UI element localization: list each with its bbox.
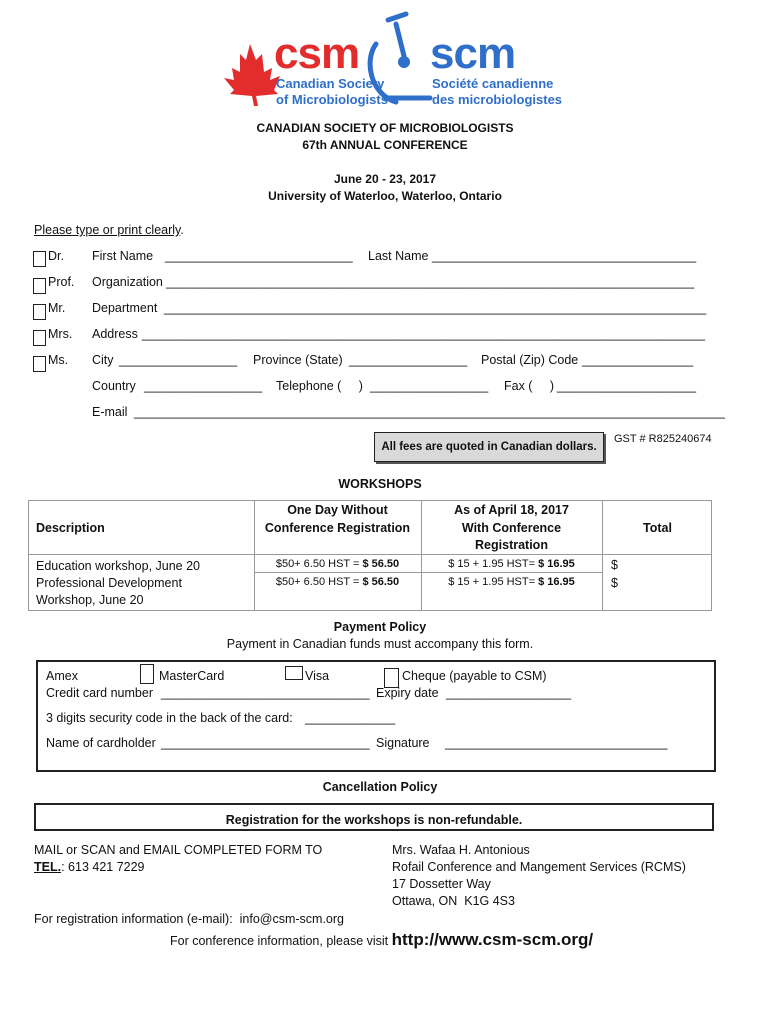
- row-2-total-b: $ 16.95: [538, 576, 575, 588]
- col-header-asof-1: As of April 18, 2017: [454, 503, 569, 517]
- province-field[interactable]: _________________: [349, 353, 468, 367]
- last-name-label: Last Name: [368, 249, 429, 263]
- organization-label: Organization: [92, 275, 163, 289]
- cancellation-box: [34, 803, 714, 831]
- col-header-asof-2: With Conference: [461, 521, 562, 535]
- card-number-label: Credit card number: [46, 686, 153, 700]
- payment-title: Payment Policy: [333, 620, 427, 634]
- title-label-dr: Dr.: [48, 249, 64, 263]
- cancellation-title: Cancellation Policy: [322, 780, 438, 794]
- cheque-label: Cheque (payable to CSM): [402, 669, 547, 683]
- department-label: Department: [92, 301, 158, 315]
- scm-logotype: scm: [430, 29, 516, 78]
- signature-label: Signature: [376, 736, 430, 750]
- instruction-text: Please type or print clearly: [34, 223, 181, 237]
- conference-name: 67th ANNUAL CONFERENCE: [302, 138, 468, 152]
- payment-subtitle: Payment in Canadian funds must accompany this form.: [226, 637, 534, 651]
- tel-label: TEL.: [34, 860, 62, 874]
- col-header-description: Description: [36, 521, 105, 535]
- address-label: Address: [92, 327, 138, 341]
- logo-english-line1: Canadian Society: [276, 76, 385, 91]
- security-code-field[interactable]: _____________: [305, 711, 396, 725]
- cardholder-field[interactable]: ______________________________: [161, 736, 370, 750]
- email-field[interactable]: _____________________________________________________________________________________: [134, 405, 725, 419]
- contact-street: 17 Dossetter Way: [392, 877, 491, 891]
- security-code-label: 3 digits security code in the back of the card:: [46, 711, 293, 725]
- title-checkbox-ms[interactable]: [33, 356, 46, 372]
- first-name-field[interactable]: ___________________________: [165, 249, 353, 263]
- workshop-row-2-price-a: [254, 574, 421, 591]
- title-label-mrs: Mrs.: [48, 327, 73, 341]
- logo-french-line2: des microbiologistes: [432, 92, 563, 107]
- workshop-row-1-price-b: [421, 556, 602, 573]
- contact-city: Ottawa, ON K1G 4S3: [392, 894, 515, 908]
- conference-venue: University of Waterloo, Waterloo, Ontario: [268, 189, 502, 203]
- col-header-one-day-1: One Day Without: [287, 503, 388, 517]
- postal-code-field[interactable]: ________________: [582, 353, 694, 367]
- logo-english-line2: of Microbiologists: [276, 92, 388, 107]
- row-2-total-a: $ 56.50: [362, 576, 400, 588]
- title-checkbox-dr[interactable]: [33, 251, 46, 267]
- conference-dates: June 20 - 23, 2017: [333, 172, 437, 186]
- organization-field[interactable]: ____________________________________________________________________________: [166, 275, 695, 289]
- visa-checkbox[interactable]: [285, 666, 303, 680]
- mastercard-checkbox[interactable]: [140, 664, 154, 684]
- workshop-row-1-total[interactable]: $: [611, 558, 618, 572]
- telephone-label: Telephone ( ): [276, 379, 363, 393]
- workshop-row-1-desc: Education workshop, June 20: [36, 559, 200, 573]
- csm-logotype: csm: [274, 29, 360, 78]
- mail-instruction: MAIL or SCAN and EMAIL COMPLETED FORM TO: [34, 843, 323, 857]
- row-2-price-a-text: $50+ 6.50 HST =: [275, 576, 363, 588]
- col-header-asof-3: Registration: [475, 538, 548, 552]
- row-1-total-b: $ 16.95: [538, 558, 575, 570]
- visa-label: Visa: [305, 669, 330, 683]
- conference-url-link[interactable]: http://www.csm-scm.org/: [391, 930, 594, 949]
- cheque-checkbox[interactable]: [384, 668, 399, 688]
- fax-field[interactable]: ____________________: [557, 379, 697, 393]
- title-checkbox-mr[interactable]: [33, 304, 46, 320]
- fees-note-box: [374, 432, 604, 462]
- cardholder-label: Name of cardholder: [46, 736, 156, 750]
- gst-number: GST # R825240674: [614, 433, 712, 445]
- cancellation-text: Registration for the workshops is non-refundable.: [225, 813, 523, 827]
- amex-label: Amex: [46, 669, 78, 683]
- workshop-row-2-price-b: [421, 574, 602, 591]
- contact-name: Mrs. Wafaa H. Antonious: [392, 843, 530, 857]
- country-field[interactable]: _________________: [144, 379, 263, 393]
- title-checkbox-prof[interactable]: [33, 278, 46, 294]
- mastercard-label: MasterCard: [159, 669, 225, 683]
- csm-scm-logo: [220, 10, 563, 112]
- title-label-prof: Prof.: [48, 275, 75, 289]
- workshops-title: WORKSHOPS: [338, 477, 422, 491]
- org-name: CANADIAN SOCIETY OF MICROBIOLOGISTS: [256, 121, 514, 135]
- fax-label: Fax ( ): [504, 379, 554, 393]
- department-field[interactable]: ______________________________________________________________________________: [164, 301, 707, 315]
- title-checkbox-mrs[interactable]: [33, 330, 46, 346]
- card-number-field[interactable]: ______________________________: [161, 686, 370, 700]
- row-2-price-b-text: $ 15 + 1.95 HST=: [448, 576, 539, 588]
- expiry-field[interactable]: __________________: [446, 686, 572, 700]
- signature-field[interactable]: ________________________________: [445, 736, 668, 750]
- col-header-one-day-2: Conference Registration: [264, 521, 411, 535]
- registration-info: For registration information (e-mail): info@csm-scm.org: [34, 912, 344, 926]
- workshop-row-2-desc: Professional Development: [36, 576, 182, 590]
- title-label-mr: Mr.: [48, 301, 66, 315]
- row-1-price-a-text: $50+ 6.50 HST =: [275, 558, 363, 570]
- workshops-table: [28, 500, 712, 611]
- contact-company: Rofail Conference and Mangement Services (RCMS): [392, 860, 686, 874]
- expiry-label: Expiry date: [376, 686, 439, 700]
- row-1-total-a: $ 56.50: [362, 558, 400, 570]
- conference-info-text: For conference information, please visit: [170, 934, 392, 948]
- last-name-field[interactable]: ______________________________________: [432, 249, 697, 263]
- city-label: City: [92, 353, 114, 367]
- country-label: Country: [92, 379, 136, 393]
- postal-code-label: Postal (Zip) Code: [481, 353, 579, 367]
- telephone-field[interactable]: _________________: [370, 379, 489, 393]
- logo-french-line1: Société canadienne: [432, 76, 554, 91]
- telephone-contact: [34, 860, 145, 874]
- fees-note-text: All fees are quoted in Canadian dollars.: [381, 441, 597, 453]
- email-label: E-mail: [92, 405, 128, 419]
- province-label: Province (State): [253, 353, 343, 367]
- tel-value: : 613 421 7229: [61, 860, 145, 874]
- city-field[interactable]: _________________: [119, 353, 238, 367]
- workshop-row-2-desc2: Workshop, June 20: [36, 593, 144, 607]
- row-1-price-b-text: $ 15 + 1.95 HST=: [448, 558, 539, 570]
- col-header-total: Total: [643, 521, 672, 535]
- workshop-row-2-total[interactable]: $: [611, 576, 618, 590]
- first-name-label: First Name: [92, 249, 154, 263]
- address-field[interactable]: _________________________________________________________________________________: [142, 327, 706, 341]
- form-instruction: Please type or print clearly.: [34, 223, 184, 237]
- workshop-row-1-price-a: [254, 556, 421, 573]
- conference-info: [170, 930, 593, 950]
- title-label-ms: Ms.: [48, 353, 69, 367]
